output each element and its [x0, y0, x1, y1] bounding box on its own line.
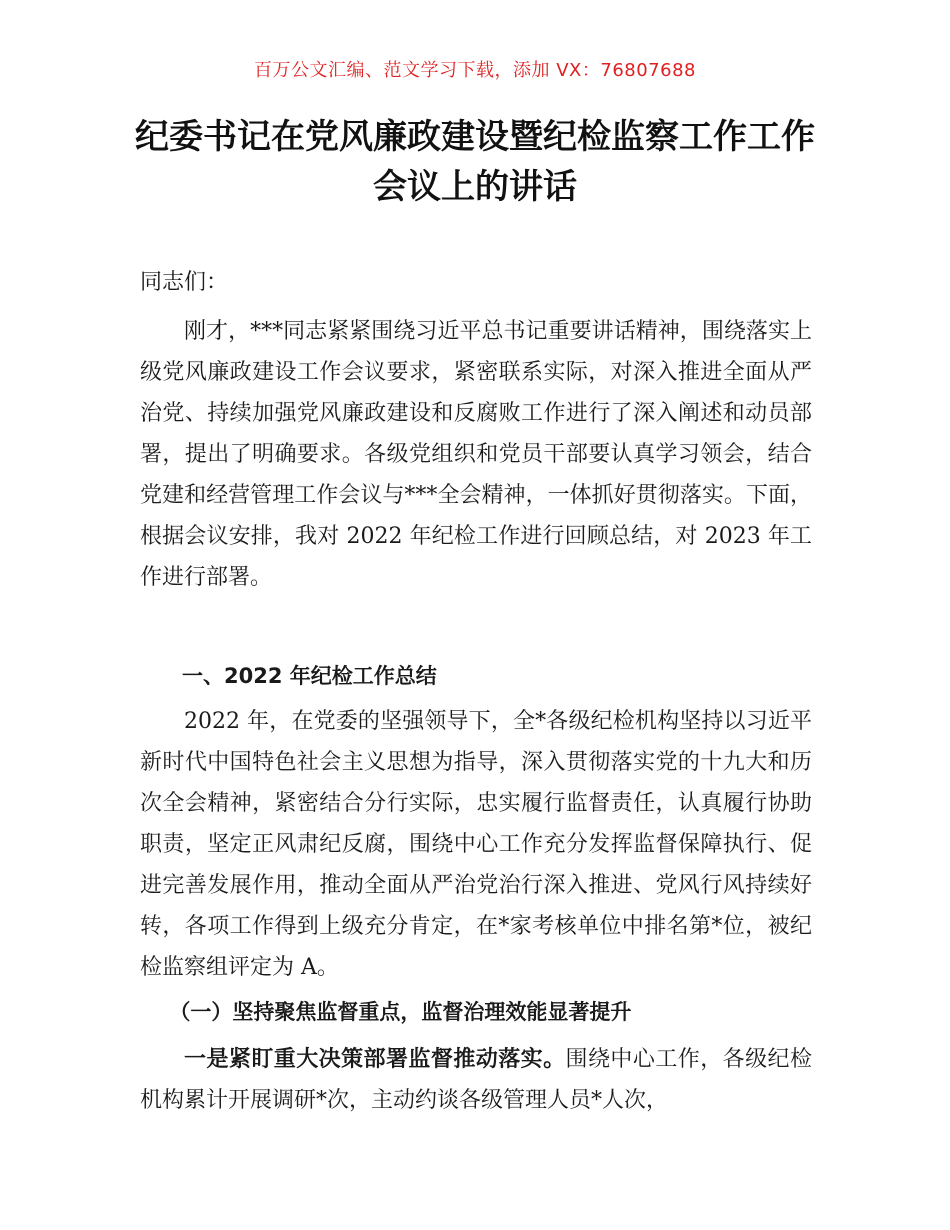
header-promo-note: 百万公文汇编、范文学习下载，添加 VX：76807688 [254, 60, 696, 81]
intro-paragraph: 刚才，***同志紧紧围绕习近平总书记重要讲话精神，围绕落实上级党风廉政建设工作会议要求，紧密联系实际，对深入推进全面从严治党、持续加强党风廉政建设和反腐败工作进行了深入阐述和动员部署，提出了明确要求。各级党组织和党员干部要认真学习领会，结合党建和经营管理工作会议与***全会精神，一体抓好贯彻落实。下面，根据会议安排，我对 2022 年纪检工作进行回顾总结，对 2023 年工作进行部署。 [140, 319, 812, 590]
point-paragraph [140, 1039, 812, 1121]
point-lead: 一是紧盯重大决策部署监督推动落实。 [184, 1047, 566, 1072]
point-body: 围绕中心工作，各级纪检机构累计开展调研*次，主动约谈各级管理人员*人次， [140, 1047, 812, 1113]
document-title: 纪委书记在党风廉政建设暨纪检监察工作工作会议上的讲话 [135, 117, 815, 207]
section-heading: 一、2022 年纪检工作总结 [182, 664, 437, 688]
subsection-heading: （一）坚持聚焦监督重点，监督治理效能显著提升 [169, 1000, 632, 1024]
salutation: 同志们： [140, 270, 229, 295]
section-body-paragraph: 2022 年，在党委的坚强领导下，全*各级纪检机构坚持以习近平新时代中国特色社会主义思想为指导，深入贯彻落实党的十九大和历次全会精神，紧密结合分行实际，忠实履行监督责任，认真履行协助职责，坚定正风肃纪反腐，围绕中心工作充分发挥监督保障执行、促进完善发展作用，推动全面从严治党治行深入推进、党风行风持续好转，各项工作得到上级充分肯定，在*家考核单位中排名第*位，被纪检监察组评定为 A。 [140, 709, 812, 980]
document-body [140, 262, 812, 1121]
